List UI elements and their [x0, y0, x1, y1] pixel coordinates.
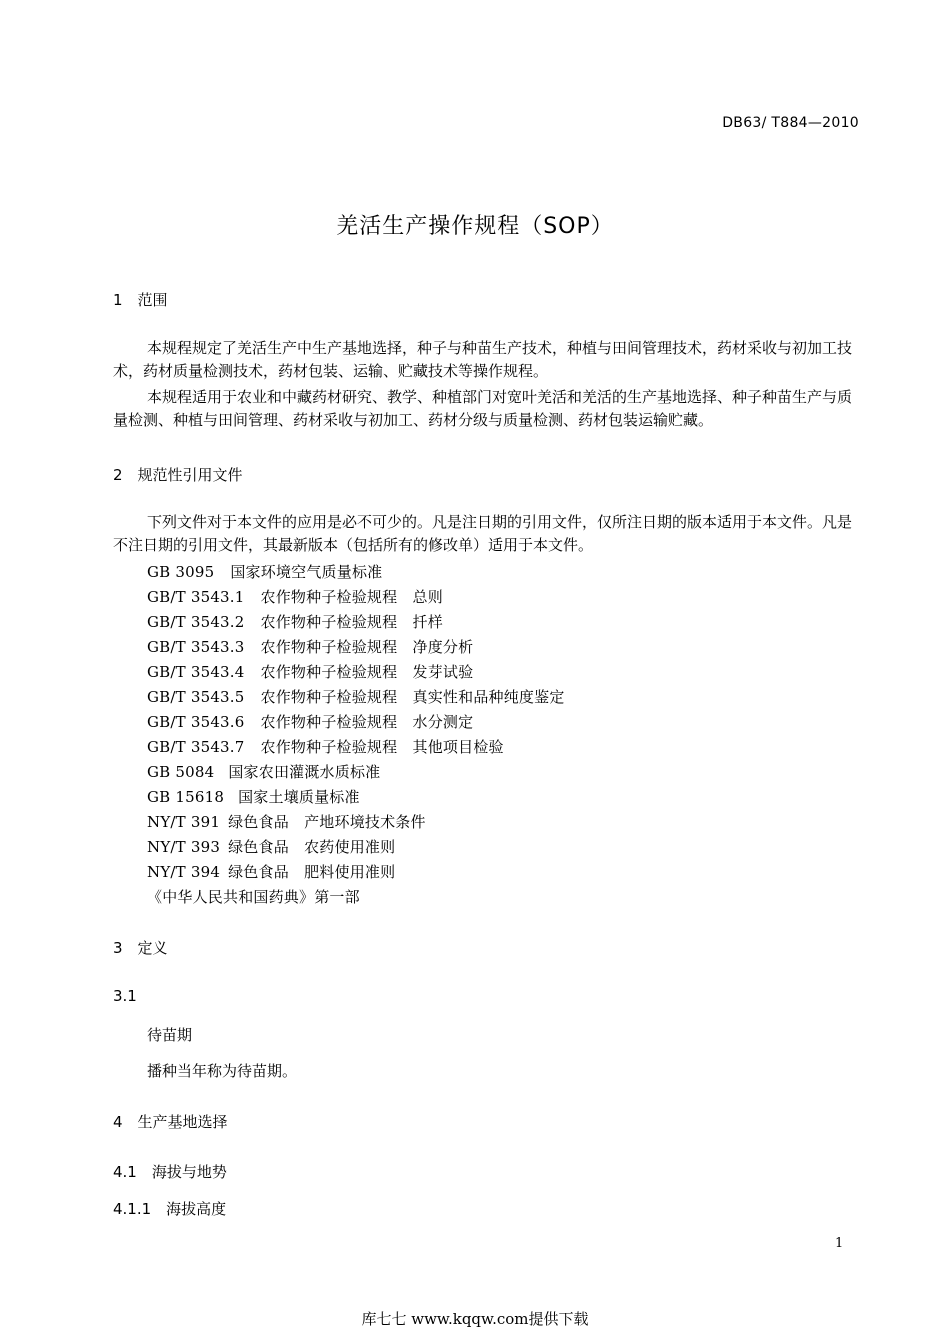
reference-item — [147, 861, 395, 882]
reference-code: NY/T 393 — [147, 838, 221, 856]
reference-code: GB 5084 — [147, 763, 215, 781]
section-2-intro — [113, 511, 861, 557]
reference-code: GB/T 3543.5 — [147, 688, 245, 706]
section-2-heading: 2 规范性引用文件 — [113, 466, 243, 484]
reference-code: GB/T 3543.7 — [147, 738, 245, 756]
reference-title: 农作物种子检验规程 净度分析 — [260, 638, 474, 656]
reference-item — [147, 836, 395, 857]
term-definition: 播种当年称为待苗期。 — [147, 1062, 298, 1080]
reference-code: GB/T 3543.6 — [147, 713, 245, 731]
reference-item — [147, 786, 360, 807]
reference-code: GB 15618 — [147, 788, 225, 806]
reference-code: GB/T 3543.3 — [147, 638, 245, 656]
page-number: 1 — [835, 1236, 844, 1251]
reference-item — [147, 711, 473, 732]
reference-title: 绿色食品 农药使用准则 — [228, 838, 396, 856]
reference-title: 《中华人民共和国药典》第一部 — [147, 888, 360, 906]
section-2-intro-text: 下列文件对于本文件的应用是必不可少的。凡是注日期的引用文件，仅所注日期的版本适用于本文件。凡是不注日期的引用文件，其最新版本（包括所有的修改单）适用于本文件。 — [113, 513, 853, 554]
reference-title: 农作物种子检验规程 扦样 — [260, 613, 443, 631]
section-4-heading: 4 生产基地选择 — [113, 1113, 228, 1131]
reference-title: 农作物种子检验规程 发芽试验 — [260, 663, 474, 681]
reference-item — [147, 611, 443, 632]
reference-title: 绿色食品 产地环境技术条件 — [228, 813, 426, 831]
subsection-4-1-heading: 4.1 海拔与地势 — [113, 1163, 227, 1181]
reference-code: NY/T 391 — [147, 813, 221, 831]
reference-title: 国家环境空气质量标准 — [230, 563, 383, 581]
document-code: DB63/ T884—2010 — [722, 115, 859, 131]
reference-item — [147, 661, 473, 682]
reference-title: 农作物种子检验规程 真实性和品种纯度鉴定 — [260, 688, 565, 706]
document-title: 羌活生产操作规程（SOP） — [336, 214, 614, 239]
reference-title: 国家土壤质量标准 — [238, 788, 360, 806]
section-1-heading: 1 范围 — [113, 291, 168, 309]
reference-item — [147, 761, 380, 782]
reference-code: GB 3095 — [147, 563, 215, 581]
section-1-paragraph-2-text: 本规程适用于农业和中藏药材研究、教学、种植部门对宽叶羌活和羌活的生产基地选择、种子种苗生产与质量检测、种植与田间管理、药材采收与初加工、药材分级与质量检测、药材包装运输贮藏。 — [113, 388, 853, 429]
reference-code: GB/T 3543.2 — [147, 613, 245, 631]
subsection-3-1-number: 3.1 — [113, 987, 137, 1005]
reference-title: 农作物种子检验规程 水分测定 — [260, 713, 474, 731]
reference-title: 国家农田灌溉水质标准 — [228, 763, 381, 781]
reference-title: 农作物种子检验规程 总则 — [260, 588, 443, 606]
reference-code: GB/T 3543.4 — [147, 663, 245, 681]
reference-item — [147, 636, 473, 657]
section-3-heading: 3 定义 — [113, 939, 168, 957]
reference-item — [147, 886, 360, 907]
reference-item — [147, 736, 504, 757]
download-footer: 库七七 www.kqqw.com提供下载 — [361, 1310, 589, 1328]
reference-item — [147, 811, 426, 832]
reference-title: 农作物种子检验规程 其他项目检验 — [260, 738, 504, 756]
section-1-paragraph-2 — [113, 386, 861, 432]
reference-title: 绿色食品 肥料使用准则 — [228, 863, 396, 881]
reference-code: NY/T 394 — [147, 863, 221, 881]
reference-item — [147, 686, 565, 707]
section-1-paragraph-1 — [113, 337, 861, 383]
reference-item — [147, 561, 382, 582]
reference-code: GB/T 3543.1 — [147, 588, 245, 606]
reference-item — [147, 586, 443, 607]
subsection-4-1-1-heading: 4.1.1 海拔高度 — [113, 1200, 227, 1218]
section-1-paragraph-1-text: 本规程规定了羌活生产中生产基地选择，种子与种苗生产技术，种植与田间管理技术，药材采收与初加工技术，药材质量检测技术，药材包装、运输、贮藏技术等操作规程。 — [113, 339, 853, 380]
term-title: 待苗期 — [147, 1026, 193, 1044]
